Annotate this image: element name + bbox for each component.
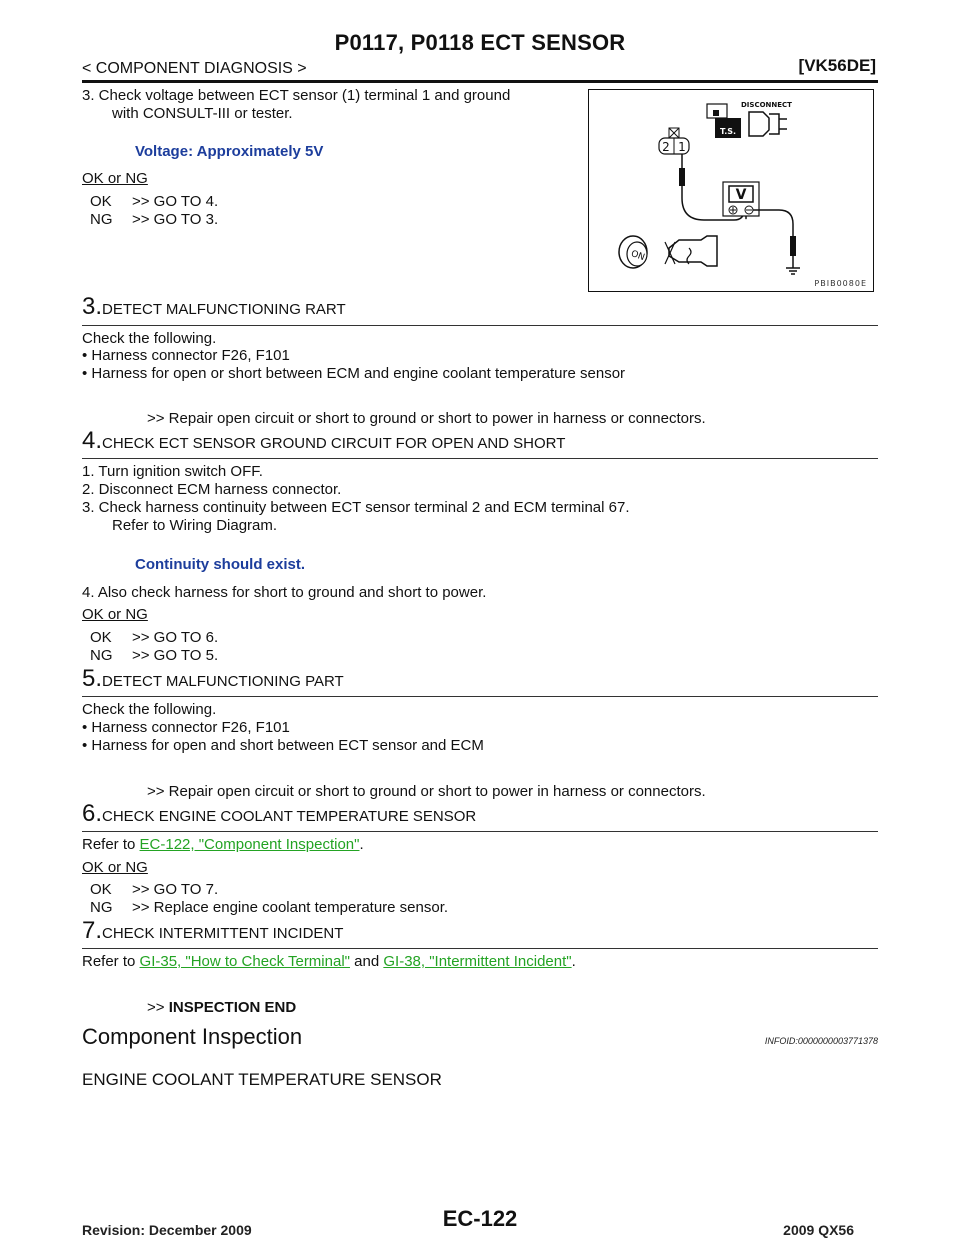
- step-3-bullet-2: • Harness for open or short between ECM and engine coolant temperature sensor: [82, 365, 626, 382]
- continuity-spec: Continuity should exist.: [135, 556, 306, 573]
- svg-text:ON: ON: [629, 249, 646, 264]
- step-4-rule: [82, 458, 878, 459]
- svg-text:V: V: [735, 187, 747, 203]
- step-5-bullet-1: • Harness connector F26, F101: [82, 719, 290, 736]
- step-6-rule: [82, 831, 878, 832]
- ng-option: NG >> GO TO 3.: [90, 211, 219, 228]
- wiring-diagram-illustration: [589, 90, 872, 290]
- svg-text:1: 1: [678, 140, 686, 154]
- step-3-check: Check the following.: [82, 330, 217, 347]
- model-code: [VK56DE]: [798, 56, 876, 75]
- step-3-rule: [82, 325, 878, 326]
- ok-option: OK >> GO TO 7.: [90, 881, 219, 898]
- figure-code: PBIB0080E: [814, 279, 867, 288]
- step-5-rule: [82, 696, 878, 697]
- disconnect-icon: [707, 101, 792, 138]
- step-5-check: Check the following.: [82, 701, 217, 718]
- svg-text:DISCONNECT: DISCONNECT: [741, 101, 792, 109]
- inspection-end: >> INSPECTION END: [147, 999, 297, 1016]
- step-4-item-4: 4. Also check harness for short to ground and short to power.: [82, 584, 487, 601]
- engine-off-icon: [665, 236, 717, 266]
- voltage-spec: Voltage: Approximately 5V: [135, 143, 324, 160]
- sensor-connector: [659, 128, 689, 154]
- step-7-refer: Refer to GI-35, "How to Check Terminal" and GI-38, "Intermittent Incident".: [82, 953, 576, 970]
- voltmeter-icon: [723, 182, 759, 216]
- step-3-bullet-1: • Harness connector F26, F101: [82, 347, 290, 364]
- intro-step-3-line2: with CONSULT-III or tester.: [112, 105, 293, 122]
- step-3-repair: >> Repair open circuit or short to ground or short to power in harness or connectors.: [147, 410, 706, 427]
- header-rule: [82, 80, 878, 83]
- page-number: EC-122: [442, 1206, 518, 1231]
- step-6-refer: Refer to EC-122, "Component Inspection".: [82, 836, 364, 853]
- ground-icon: [786, 268, 800, 274]
- intro-step-3-line1: 3. Check voltage between ECT sensor (1) terminal 1 and ground: [82, 87, 511, 104]
- component-inspection-link[interactable]: EC-122, "Component Inspection": [139, 836, 360, 853]
- subsection-heading: ENGINE COOLANT TEMPERATURE SENSOR: [82, 1070, 442, 1089]
- ok-option: OK >> GO TO 6.: [90, 629, 219, 646]
- step-5-repair: >> Repair open circuit or short to ground or short to power in harness or connectors.: [147, 783, 706, 800]
- step-5-heading: 5.DETECT MALFUNCTIONING PART: [82, 665, 344, 692]
- ok-ng-label: OK or NG: [82, 859, 148, 876]
- intermittent-incident-link[interactable]: GI-38, "Intermittent Incident": [383, 953, 572, 970]
- info-id: INFOID:0000000003771378: [764, 1036, 878, 1046]
- ok-option: OK >> GO TO 4.: [90, 193, 219, 210]
- step-4-heading: 4.CHECK ECT SENSOR GROUND CIRCUIT FOR OPEN AND SHORT: [82, 427, 566, 454]
- svg-text:T.S.: T.S.: [719, 127, 737, 136]
- ng-option: NG >> Replace engine coolant temperature sensor.: [90, 899, 449, 916]
- voltage-check-figure: [588, 89, 874, 292]
- breadcrumb: < COMPONENT DIAGNOSIS >: [82, 60, 307, 77]
- svg-text:2: 2: [662, 140, 670, 154]
- revision-date: Revision: December 2009: [82, 1222, 252, 1238]
- step-7-heading: 7.CHECK INTERMITTENT INCIDENT: [82, 917, 344, 944]
- ignition-key-icon: [619, 236, 647, 268]
- how-to-check-terminal-link[interactable]: GI-35, "How to Check Terminal": [139, 953, 350, 970]
- step-4-item-1: 1. Turn ignition switch OFF.: [82, 463, 263, 480]
- step-4-item-3: 3. Check harness continuity between ECT sensor terminal 2 and ECM terminal 67.: [82, 499, 630, 516]
- section-heading: Component Inspection: [82, 1024, 303, 1049]
- step-4-item-3-ref: Refer to Wiring Diagram.: [112, 517, 278, 534]
- step-7-rule: [82, 948, 878, 949]
- vehicle-model: 2009 QX56: [783, 1222, 854, 1238]
- step-6-heading: 6.CHECK ENGINE COOLANT TEMPERATURE SENSOR: [82, 800, 477, 827]
- ng-option: NG >> GO TO 5.: [90, 647, 219, 664]
- ok-ng-label: OK or NG: [82, 170, 148, 187]
- step-5-bullet-2: • Harness for open and short between ECT sensor and ECM: [82, 737, 484, 754]
- step-4-item-2: 2. Disconnect ECM harness connector.: [82, 481, 342, 498]
- page-title: P0117, P0118 ECT SENSOR: [334, 30, 626, 55]
- step-3-heading: 3.DETECT MALFUNCTIONING RART: [82, 293, 346, 320]
- ok-ng-label: OK or NG: [82, 606, 148, 623]
